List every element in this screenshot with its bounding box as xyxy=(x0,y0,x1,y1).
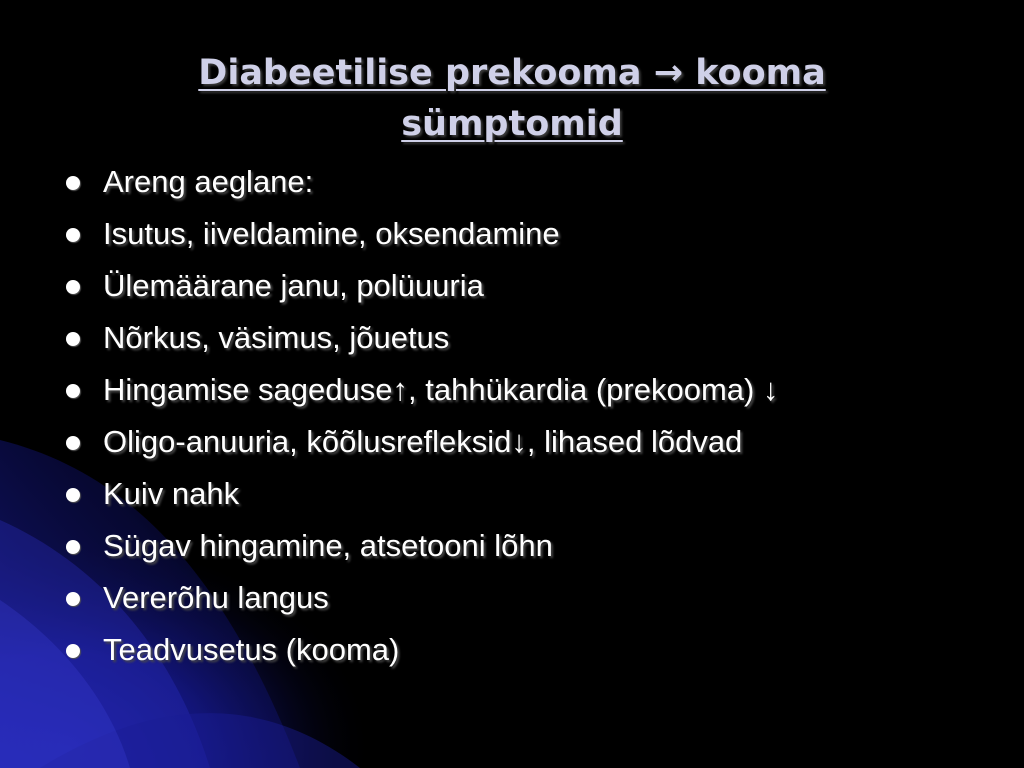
symptom-list xyxy=(64,162,964,682)
list-item-text: Oligo-anuuria, kõõlusrefleksid↓, lihased lõdvad xyxy=(103,424,743,459)
list-item-text: Hingamise sageduse↑, tahhükardia (prekooma) ↓ xyxy=(103,372,779,407)
list-item-text: Ülemäärane janu, polüuuria xyxy=(103,268,484,303)
bullet-dot-icon xyxy=(66,488,80,502)
bullet-dot-icon xyxy=(66,280,80,294)
bullet-dot-icon xyxy=(66,332,80,346)
list-item-text: Sügav hingamine, atsetooni lõhn xyxy=(103,528,553,563)
bullet-dot-icon xyxy=(66,436,80,450)
bullet-dot-icon xyxy=(66,592,80,606)
bullet-dot-icon xyxy=(66,384,80,398)
list-item xyxy=(64,422,964,461)
slide-title-line-2: sümptomid xyxy=(401,104,623,144)
slide-title xyxy=(0,48,1024,150)
slide-title-line-1: Diabeetilise prekooma → kooma xyxy=(198,53,826,93)
list-item xyxy=(64,370,964,409)
list-item-text: Nõrkus, väsimus, jõuetus xyxy=(103,320,450,355)
bullet-dot-icon xyxy=(66,644,80,658)
list-item-text: Isutus, iiveldamine, oksendamine xyxy=(103,216,560,251)
list-item xyxy=(64,474,964,513)
list-item-text: Kuiv nahk xyxy=(103,476,240,511)
list-item xyxy=(64,630,964,669)
list-item xyxy=(64,214,964,253)
list-item xyxy=(64,318,964,357)
bullet-dot-icon xyxy=(66,540,80,554)
list-item xyxy=(64,526,964,565)
list-item-text: Vererõhu langus xyxy=(103,580,329,615)
list-item xyxy=(64,162,964,201)
bullet-dot-icon xyxy=(66,176,80,190)
list-item-text: Areng aeglane: xyxy=(103,164,314,199)
bullet-dot-icon xyxy=(66,228,80,242)
list-item-text: Teadvusetus (kooma) xyxy=(103,632,400,667)
list-item xyxy=(64,266,964,305)
list-item xyxy=(64,578,964,617)
